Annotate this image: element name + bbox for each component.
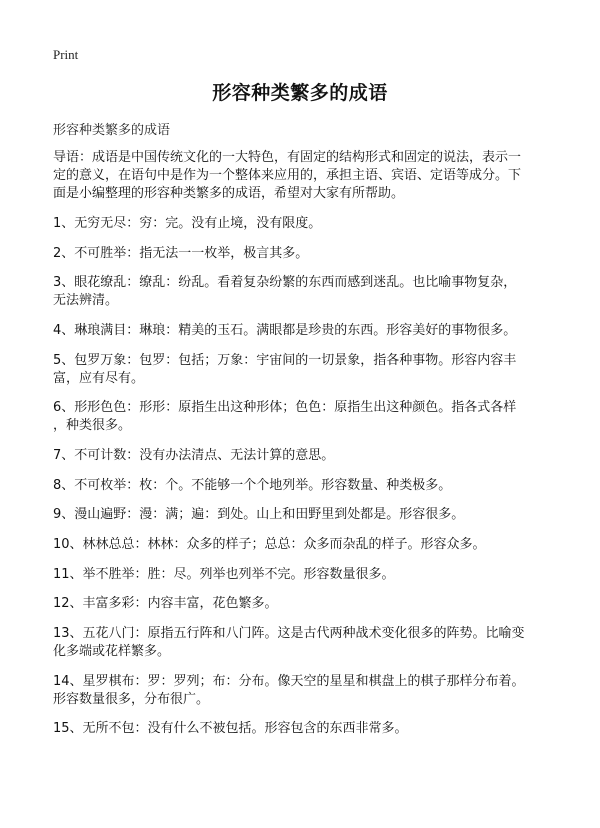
idiom-entry-3: 3、眼花缭乱：缭乱：纷乱。看着复杂纷繁的东西而感到迷乱。也比喻事物复杂， 无法辨清。 <box>53 275 517 309</box>
idiom-entry-10: 10、林林总总：林林：众多的样子；总总：众多而杂乱的样子。形容众多。 <box>53 536 486 552</box>
page-title: 形容种类繁多的成语 <box>212 82 388 104</box>
idiom-entry-15: 15、无所不包：没有什么不被包括。形容包含的东西非常多。 <box>53 721 408 737</box>
idiom-entry-7: 7、不可计数：没有办法清点、无法计算的意思。 <box>53 448 335 464</box>
idiom-entry-2: 2、不可胜举：指无法一一枚举，极言其多。 <box>53 245 309 261</box>
idiom-entry-9: 9、漫山遍野：漫：满；遍：到处。山上和田野里到处都是。形容很多。 <box>53 507 465 523</box>
idiom-entry-11: 11、举不胜举：胜：尽。列举也列举不完。形容数量很多。 <box>53 566 395 582</box>
idiom-entry-4: 4、琳琅满目：琳琅：精美的玉石。满眼都是珍贵的东西。形容美好的事物很多。 <box>53 322 517 338</box>
intro-paragraph: 导语：成语是中国传统文化的一大特色，有固定的结构形式和固定的说法，表示一 定的意义，在语句中是作为一个整体来应用的，承担主语、宾语、定语等成分。下 面是小编整理的形容种类繁多的成语，希望对大家有所帮助。 <box>53 150 522 201</box>
idiom-entry-6: 6、形形色色：形形：原指生出这种形体；色色：原指生出这种颜色。指各式各样 ，种类很多。 <box>53 400 517 434</box>
print-link[interactable]: Print <box>53 47 79 62</box>
idiom-entry-5: 5、包罗万象：包罗：包括；万象：宇宙间的一切景象，指各种事物。形容内容丰 富，应有尽有。 <box>53 352 517 386</box>
idiom-entry-12: 12、丰富多彩：内容丰富，花色繁多。 <box>53 596 278 612</box>
idiom-entry-8: 8、不可枚举：枚：个。不能够一个个地列举。形容数量、种类极多。 <box>53 477 452 493</box>
article-body <box>53 149 553 750</box>
idiom-entry-13: 13、五花八门：原指五行阵和八门阵。这是古代两种战术变化很多的阵势。比喻变 化多端或花样繁多。 <box>53 625 525 659</box>
idiom-entry-14: 14、星罗棋布：罗：罗列；布：分布。像天空的星星和棋盘上的棋子那样分布着。 形容数量很多，分布很广。 <box>53 673 525 707</box>
page-subtitle: 形容种类繁多的成语 <box>53 123 171 138</box>
idiom-entry-1: 1、无穷无尽：穷：完。没有止境，没有限度。 <box>53 216 322 231</box>
